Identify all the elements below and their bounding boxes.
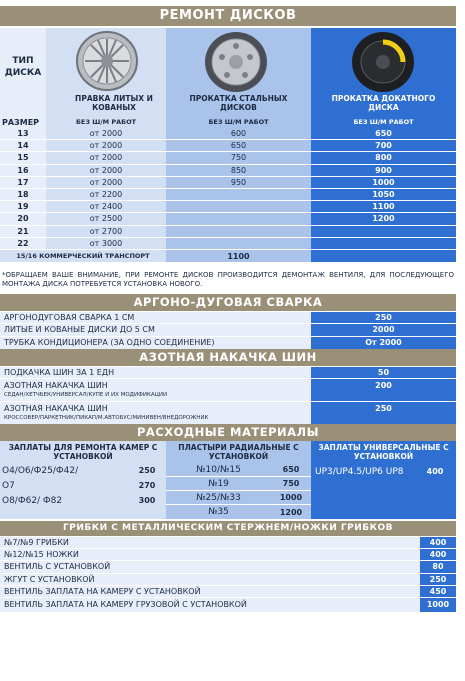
valve-price: 450 <box>420 586 456 598</box>
size-cell: 19 <box>0 201 46 213</box>
valve-label: №7/№9 ГРИБКИ <box>0 537 420 549</box>
patch-row <box>0 478 166 493</box>
spare-price: 900 <box>311 165 456 177</box>
size-cell: 21 <box>0 226 46 238</box>
steel-price <box>166 189 311 201</box>
alloy-price: от 2000 <box>46 152 166 164</box>
nitrogen-price: 200 <box>311 379 456 402</box>
nitrogen-sublabel: КРОССОВЕР/ПАРКЕТНИК/ПИКАП/М.АВТОБУС/МИНИВЕН/ВНЕДОРОЖНИК <box>4 415 209 421</box>
type-label-2: ДИСКА <box>4 68 42 78</box>
table-row <box>0 177 456 189</box>
universal-list <box>311 463 456 519</box>
size-cell: 15 <box>0 152 46 164</box>
valve-price: 400 <box>420 537 456 549</box>
steel-price <box>166 213 311 225</box>
steel-header <box>166 28 311 116</box>
table-row <box>0 201 456 213</box>
nitrogen-label: АЗОТНАЯ НАКАЧКА ШИН <box>4 381 108 390</box>
steel-price: 650 <box>166 140 311 152</box>
table-row <box>0 324 456 336</box>
alloy-price: от 2200 <box>46 189 166 201</box>
welding-table <box>0 312 456 349</box>
steel-price <box>166 226 311 238</box>
steel-wheel-icon <box>201 30 271 94</box>
nitrogen-label: ПОДКАЧКА ШИН ЗА 1 ЕДН <box>0 367 311 379</box>
spare-no-tire-label: БЕЗ Ш/М РАБОТ <box>311 116 456 128</box>
size-cell: 20 <box>0 213 46 225</box>
table-row <box>0 312 456 324</box>
valve-label: ЖГУТ С УСТАНОВКОЙ <box>0 574 420 586</box>
commercial-row <box>0 250 456 263</box>
steel-header-label: ПРОКАТКА СТАЛЬНЫХ ДИСКОВ <box>189 94 288 112</box>
spare-price <box>311 238 456 250</box>
plasters-list <box>166 463 311 519</box>
type-label-1: ТИП <box>12 56 34 66</box>
commercial-label: 15/16 КОММЕРЧЕСКИЙ ТРАНСПОРТ <box>0 250 166 263</box>
nitrogen-sublabel: СЕДАН/ХЕТЧБЕК/УНИВЕРСАЛ/КУПЕ И ИХ МОДИФИКАЦИИ <box>4 392 168 398</box>
valve-label: ВЕНТИЛЬ ЗАПЛАТА НА КАМЕРУ С УСТАНОВКОЙ <box>0 586 420 598</box>
patch-price: 270 <box>138 481 156 490</box>
nitrogen-label-cell <box>0 402 311 425</box>
materials-section-title: РАСХОДНЫЕ МАТЕРИАЛЫ <box>0 424 456 441</box>
table-row <box>0 537 456 549</box>
welding-label: ЛИТЫЕ И КОВАНЫЕ ДИСКИ ДО 5 СМ <box>0 324 311 336</box>
table-row <box>0 165 456 177</box>
nitrogen-section-title: АЗОТНАЯ НАКАЧКА ШИН <box>0 349 456 366</box>
plaster-price: 1000 <box>279 493 303 502</box>
patch-row <box>0 463 166 478</box>
nitrogen-table <box>0 367 456 425</box>
steel-price: 850 <box>166 165 311 177</box>
table-row <box>0 561 456 573</box>
plaster-name: №19 <box>208 478 229 489</box>
table-row <box>0 152 456 164</box>
table-row <box>0 367 456 379</box>
plaster-name: №25/№33 <box>196 492 241 503</box>
plasters-header: ПЛАСТЫРИ РАДИАЛЬНЫЕ С УСТАНОВКОЙ <box>166 441 311 463</box>
disclaimer-note: *ОБРАЩАЕМ ВАШЕ ВНИМАНИЕ, ПРИ РЕМОНТЕ ДИСКОВ ПРОИЗВОДИТСЯ ДЕМОНТАЖ ВЕНТИЛЯ, ДЛЯ ПОСЛЕДУЮЩЕГО МОНТАЖА ДИСКА ПОТРЕБУЕТСЯ УСТАНОВКА НОВОГО. <box>2 271 454 288</box>
steel-no-tire-label: БЕЗ Ш/М РАБОТ <box>166 116 311 128</box>
plaster-name: №35 <box>208 507 229 517</box>
repair-table <box>0 128 456 262</box>
size-cell: 16 <box>0 165 46 177</box>
nitrogen-price: 50 <box>311 367 456 379</box>
spare-price: 1100 <box>311 201 456 213</box>
table-row <box>0 549 456 561</box>
steel-price: 750 <box>166 152 311 164</box>
alloy-price: от 2700 <box>46 226 166 238</box>
table-row <box>0 213 456 225</box>
size-cell: 18 <box>0 189 46 201</box>
welding-price: 2000 <box>311 324 456 336</box>
valve-price: 250 <box>420 574 456 586</box>
spare-price: 1050 <box>311 189 456 201</box>
valve-label: ВЕНТИЛЬ С УСТАНОВКОЙ <box>0 561 420 573</box>
alloy-price: от 2400 <box>46 201 166 213</box>
alloy-wheel-icon <box>71 30 141 92</box>
plaster-price: 1200 <box>279 507 303 517</box>
size-cell: 22 <box>0 238 46 250</box>
size-cell: 13 <box>0 128 46 140</box>
valve-label: №12/№15 НОЖКИ <box>0 549 420 561</box>
alloy-no-tire-label: БЕЗ Ш/М РАБОТ <box>46 116 166 128</box>
valve-label: ВЕНТИЛЬ ЗАПЛАТА НА КАМЕРУ ГРУЗОВОЙ С УСТАНОВКОЙ <box>0 598 420 612</box>
valves-section-title: ГРИБКИ С МЕТАЛЛИЧЕСКИМ СТЕРЖНЕМ/НОЖКИ ГРИБКОВ <box>0 521 456 536</box>
nitrogen-label-cell <box>0 379 311 402</box>
welding-price: 250 <box>311 312 456 324</box>
table-row <box>0 189 456 201</box>
plaster-row <box>166 463 311 477</box>
plaster-price: 750 <box>282 479 300 488</box>
steel-price <box>166 238 311 250</box>
patch-name: О7 <box>2 480 15 491</box>
steel-price: 950 <box>166 177 311 189</box>
patch-row <box>0 493 166 508</box>
nitrogen-label: АЗОТНАЯ НАКАЧКА ШИН <box>4 404 108 413</box>
spare-price: 700 <box>311 140 456 152</box>
welding-label: ТРУБКА КОНДИЦИОНЕРА (ЗА ОДНО СОЕДИНЕНИЕ) <box>0 337 311 349</box>
patch-name: О4/О6/Ф25/Ф42/ <box>2 465 79 476</box>
commercial-price: 1100 <box>166 250 311 263</box>
alloy-header-label: ПРАВКА ЛИТЫХ И КОВАНЫХ <box>75 94 153 112</box>
alloy-price: от 2000 <box>46 128 166 140</box>
table-row <box>0 586 456 598</box>
plaster-price: 650 <box>282 465 300 474</box>
table-row <box>0 598 456 612</box>
valve-price: 400 <box>420 549 456 561</box>
alloy-price: от 2000 <box>46 177 166 189</box>
plaster-name: №10/№15 <box>196 464 241 475</box>
patches-list <box>0 463 166 519</box>
plaster-row <box>166 477 311 491</box>
type-label-cell <box>0 28 46 116</box>
alloy-header <box>46 28 166 116</box>
spare-price: 1200 <box>311 213 456 225</box>
plaster-row <box>166 491 311 505</box>
spare-header <box>311 28 456 116</box>
table-row <box>0 140 456 152</box>
patch-name: О8/Ф62/ Ф82 <box>2 495 63 506</box>
table-row <box>0 379 456 402</box>
patches-header: ЗАПЛАТЫ ДЛЯ РЕМОНТА КАМЕР С УСТАНОВКОЙ <box>0 441 166 463</box>
spare-wheel-icon <box>348 30 418 94</box>
table-row <box>0 402 456 425</box>
alloy-price: от 2500 <box>46 213 166 225</box>
valve-price: 1000 <box>420 598 456 612</box>
welding-label: АРГОНОДУГОВАЯ СВАРКА 1 СМ <box>0 312 311 324</box>
plaster-row <box>166 505 311 519</box>
valves-table <box>0 537 456 612</box>
welding-price: От 2000 <box>311 337 456 349</box>
alloy-price: от 3000 <box>46 238 166 250</box>
size-label: РАЗМЕР <box>0 116 46 128</box>
table-row <box>0 128 456 140</box>
repair-section-title: РЕМОНТ ДИСКОВ <box>0 6 456 26</box>
table-row <box>0 574 456 586</box>
spare-price: 650 <box>311 128 456 140</box>
spare-price: 1000 <box>311 177 456 189</box>
table-row <box>0 226 456 238</box>
welding-section-title: АРГОНО-ДУГОВАЯ СВАРКА <box>0 294 456 311</box>
alloy-price: от 2000 <box>46 140 166 152</box>
size-cell: 17 <box>0 177 46 189</box>
table-row <box>0 337 456 349</box>
valve-price: 80 <box>420 561 456 573</box>
patch-price: 300 <box>138 496 156 505</box>
universal-price: 400 <box>426 467 444 476</box>
universal-names: UP3/UP4.5/UP6 UP8 <box>315 467 404 477</box>
spare-price: 800 <box>311 152 456 164</box>
size-cell: 14 <box>0 140 46 152</box>
spare-header-label: ПРОКАТКА ДОКАТНОГО ДИСКА <box>331 94 436 112</box>
commercial-spare-empty <box>311 250 456 263</box>
steel-price: 600 <box>166 128 311 140</box>
patch-price: 250 <box>138 466 156 475</box>
table-row <box>0 238 456 250</box>
alloy-price: от 2000 <box>46 165 166 177</box>
spare-price <box>311 226 456 238</box>
nitrogen-price: 250 <box>311 402 456 425</box>
universal-header: ЗАПЛАТЫ УНИВЕРСАЛЬНЫЕ С УСТАНОВКОЙ <box>311 441 456 463</box>
steel-price <box>166 201 311 213</box>
